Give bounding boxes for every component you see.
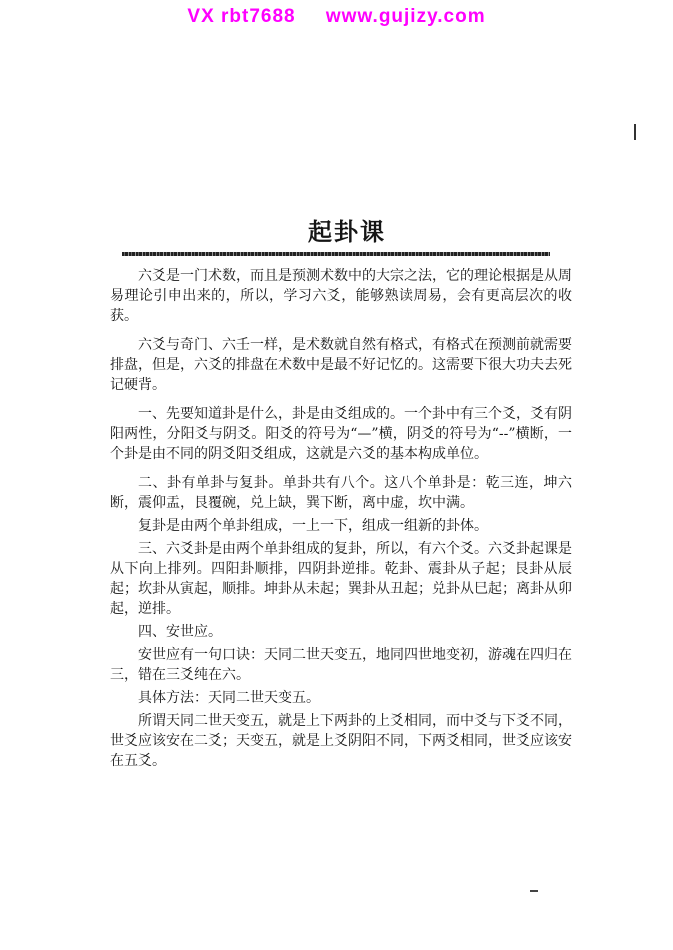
title-divider xyxy=(122,252,550,256)
document-body xyxy=(110,266,572,774)
paragraph-method: 具体方法：天同二世天变五。 xyxy=(138,690,320,706)
page-title-block xyxy=(308,212,408,248)
paragraph-section-2: 二、卦有单卦与复卦。单卦共有八个。这八个单卦是：乾三连，坤六断，震仰盂，艮覆碗，兑上缺，巽下断，离中虚，坎中满。 xyxy=(110,475,572,511)
paragraph-explanation: 所谓天同二世天变五，就是上下两卦的上爻相同，而中爻与下爻不同，世爻应该安在二爻；天变五，就是上爻阴阳不同，下两爻相同，世爻应该安在五爻。 xyxy=(110,713,572,769)
paragraph-compound: 复卦是由两个单卦组成，一上一下，组成一组新的卦体。 xyxy=(138,518,488,534)
watermark-wechat: VX rbt7688 xyxy=(187,6,296,27)
watermark-url: www.gujizy.com xyxy=(325,6,486,27)
scan-edge-mark xyxy=(634,124,636,140)
paragraph-section-3: 三、六爻卦是由两个单卦组成的复卦，所以，有六个爻。六爻卦起课是从下向上排列。四阳卦顺排，四阴卦逆排。乾卦、震卦从子起；艮卦从辰起；坎卦从寅起，顺排。坤卦从未起；巽卦从丑起；兑卦从巳起；离卦从卯起，逆排。 xyxy=(110,541,572,617)
scan-foot-mark xyxy=(530,890,538,892)
page-title: 起卦课 xyxy=(308,218,386,246)
paragraph-section-1: 一、先要知道卦是什么，卦是由爻组成的。一个卦中有三个爻，爻有阴阳两性，分阳爻与阴爻。阳爻的符号为“—”横，阴爻的符号为“--”横断，一个卦是由不同的阴爻阳爻组成，这就是六爻的基本构成单位。 xyxy=(110,406,572,462)
paragraph-format: 六爻与奇门、六壬一样，是术数就自然有格式，有格式在预测前就需要排盘，但是，六爻的排盘在术数中是最不好记忆的。这需要下很大功夫去死记硬背。 xyxy=(110,337,572,393)
paragraph-intro: 六爻是一门术数，而且是预测术数中的大宗之法，它的理论根据是从周易理论引申出来的，所以，学习六爻，能够熟读周易，会有更高层次的收获。 xyxy=(110,268,572,324)
watermark xyxy=(0,6,673,28)
paragraph-mnemonic: 安世应有一句口诀：天同二世天变五，地同四世地变初，游魂在四归在三，错在三爻纯在六。 xyxy=(110,647,572,683)
paragraph-section-4-heading: 四、安世应。 xyxy=(138,624,222,640)
